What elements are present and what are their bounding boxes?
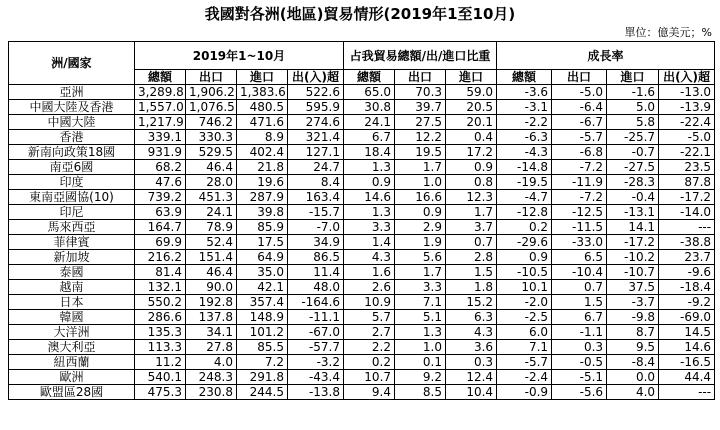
row-value-cell: -43.4: [288, 370, 344, 385]
row-value-cell: -57.7: [288, 340, 344, 355]
row-value-cell: 330.3: [186, 130, 237, 145]
row-value-cell: 163.4: [288, 190, 344, 205]
row-value-cell: 3,289.8: [135, 85, 186, 100]
row-value-cell: 9.4: [344, 385, 395, 400]
row-value-cell: 192.8: [186, 295, 237, 310]
row-value-cell: 24.7: [288, 160, 344, 175]
row-value-cell: 6.7: [344, 130, 395, 145]
row-region-name: 新加坡: [9, 250, 135, 265]
row-value-cell: 6.0: [497, 325, 552, 340]
row-value-cell: 37.5: [607, 280, 659, 295]
row-value-cell: 27.8: [186, 340, 237, 355]
row-value-cell: 3.7: [446, 220, 497, 235]
row-value-cell: -10.5: [497, 265, 552, 280]
row-value-cell: 1,217.9: [135, 115, 186, 130]
row-value-cell: 931.9: [135, 145, 186, 160]
row-value-cell: 86.5: [288, 250, 344, 265]
row-value-cell: 132.1: [135, 280, 186, 295]
table-row: [9, 220, 715, 235]
row-value-cell: -6.7: [552, 115, 607, 130]
row-value-cell: 451.3: [186, 190, 237, 205]
row-value-cell: 65.0: [344, 85, 395, 100]
row-value-cell: -0.9: [497, 385, 552, 400]
row-value-cell: 1.3: [395, 325, 446, 340]
row-value-cell: -6.8: [552, 145, 607, 160]
row-value-cell: 137.8: [186, 310, 237, 325]
row-value-cell: 8.9: [237, 130, 288, 145]
row-value-cell: 746.2: [186, 115, 237, 130]
row-value-cell: -5.7: [497, 355, 552, 370]
row-value-cell: -16.5: [659, 355, 715, 370]
row-value-cell: 14.5: [659, 325, 715, 340]
row-value-cell: 7.1: [497, 340, 552, 355]
row-value-cell: 90.0: [186, 280, 237, 295]
row-value-cell: 85.5: [237, 340, 288, 355]
row-value-cell: 17.2: [446, 145, 497, 160]
row-region-name: 印度: [9, 175, 135, 190]
row-value-cell: 12.3: [446, 190, 497, 205]
row-value-cell: -33.0: [552, 235, 607, 250]
row-value-cell: 34.9: [288, 235, 344, 250]
row-value-cell: 3.6: [446, 340, 497, 355]
row-value-cell: 0.2: [497, 220, 552, 235]
row-value-cell: 475.3: [135, 385, 186, 400]
row-value-cell: 78.9: [186, 220, 237, 235]
row-value-cell: -17.2: [659, 190, 715, 205]
row-value-cell: -2.0: [497, 295, 552, 310]
row-value-cell: 23.7: [659, 250, 715, 265]
row-value-cell: 216.2: [135, 250, 186, 265]
row-value-cell: 529.5: [186, 145, 237, 160]
row-value-cell: 81.4: [135, 265, 186, 280]
row-value-cell: 34.1: [186, 325, 237, 340]
row-value-cell: -0.5: [552, 355, 607, 370]
row-value-cell: -10.4: [552, 265, 607, 280]
row-region-name: 歐盟區28國: [9, 385, 135, 400]
row-region-name: 歐洲: [9, 370, 135, 385]
row-value-cell: 1.9: [395, 235, 446, 250]
table-row: [9, 175, 715, 190]
row-value-cell: -7.2: [552, 190, 607, 205]
row-value-cell: 14.6: [344, 190, 395, 205]
row-region-name: 日本: [9, 295, 135, 310]
row-value-cell: -22.4: [659, 115, 715, 130]
row-value-cell: 339.1: [135, 130, 186, 145]
row-value-cell: 12.4: [446, 370, 497, 385]
row-value-cell: 16.6: [395, 190, 446, 205]
header-group-period: 2019年1~10月: [135, 42, 344, 70]
row-value-cell: 0.9: [446, 160, 497, 175]
row-value-cell: 286.6: [135, 310, 186, 325]
row-value-cell: 550.2: [135, 295, 186, 310]
row-value-cell: 1.7: [395, 160, 446, 175]
table-body: [9, 85, 715, 400]
row-value-cell: 0.4: [446, 130, 497, 145]
row-value-cell: 0.1: [395, 355, 446, 370]
row-value-cell: 9.5: [607, 340, 659, 355]
row-value-cell: -12.8: [497, 205, 552, 220]
row-value-cell: 4.3: [446, 325, 497, 340]
row-value-cell: 0.2: [344, 355, 395, 370]
row-value-cell: 4.0: [186, 355, 237, 370]
row-value-cell: 1,557.0: [135, 100, 186, 115]
header-col-growth-total: 總額: [497, 70, 552, 85]
row-value-cell: 1.0: [395, 175, 446, 190]
row-value-cell: -69.0: [659, 310, 715, 325]
row-value-cell: 0.7: [552, 280, 607, 295]
row-value-cell: -14.8: [497, 160, 552, 175]
table-row: [9, 85, 715, 100]
row-value-cell: -11.1: [288, 310, 344, 325]
row-value-cell: 540.1: [135, 370, 186, 385]
row-region-name: 越南: [9, 280, 135, 295]
table-row: [9, 355, 715, 370]
table-title: 我國對各洲(地區)貿易情形(2019年1至10月): [204, 5, 516, 23]
row-value-cell: 52.4: [186, 235, 237, 250]
row-value-cell: 11.4: [288, 265, 344, 280]
row-region-name: 新南向政策18國: [9, 145, 135, 160]
row-value-cell: -9.8: [607, 310, 659, 325]
header-col-total: 總額: [135, 70, 186, 85]
header-col-share-import: 進口: [446, 70, 497, 85]
row-value-cell: 127.1: [288, 145, 344, 160]
row-value-cell: 14.6: [659, 340, 715, 355]
row-value-cell: 35.0: [237, 265, 288, 280]
row-value-cell: 27.5: [395, 115, 446, 130]
row-value-cell: 274.6: [288, 115, 344, 130]
row-value-cell: 10.7: [344, 370, 395, 385]
table-row: [9, 265, 715, 280]
row-value-cell: 1,076.5: [186, 100, 237, 115]
row-value-cell: 0.9: [395, 205, 446, 220]
row-value-cell: 42.1: [237, 280, 288, 295]
header-region: 洲/國家: [9, 42, 135, 85]
row-value-cell: 101.2: [237, 325, 288, 340]
row-value-cell: -67.0: [288, 325, 344, 340]
table-row: [9, 235, 715, 250]
row-region-name: 南亞6國: [9, 160, 135, 175]
row-value-cell: -1.1: [552, 325, 607, 340]
header-col-balance: 出(入)超: [288, 70, 344, 85]
row-value-cell: 1.8: [446, 280, 497, 295]
row-value-cell: 68.2: [135, 160, 186, 175]
row-value-cell: 1.7: [446, 205, 497, 220]
row-value-cell: 10.4: [446, 385, 497, 400]
row-value-cell: -164.6: [288, 295, 344, 310]
row-value-cell: 46.4: [186, 160, 237, 175]
header-col-growth-balance: 出(入)超: [659, 70, 715, 85]
row-value-cell: -4.3: [497, 145, 552, 160]
row-value-cell: 6.5: [552, 250, 607, 265]
row-value-cell: 291.8: [237, 370, 288, 385]
row-value-cell: 164.7: [135, 220, 186, 235]
row-value-cell: 47.6: [135, 175, 186, 190]
header-row-groups: [9, 42, 715, 70]
row-value-cell: 20.5: [446, 100, 497, 115]
row-value-cell: -3.1: [497, 100, 552, 115]
row-value-cell: 1,906.2: [186, 85, 237, 100]
row-value-cell: 48.0: [288, 280, 344, 295]
row-value-cell: -19.5: [497, 175, 552, 190]
row-value-cell: 85.9: [237, 220, 288, 235]
row-region-name: 菲律賓: [9, 235, 135, 250]
row-value-cell: 28.0: [186, 175, 237, 190]
table-row: [9, 385, 715, 400]
table-row: [9, 280, 715, 295]
row-value-cell: 10.1: [497, 280, 552, 295]
row-value-cell: 5.1: [395, 310, 446, 325]
row-value-cell: 44.4: [659, 370, 715, 385]
header-col-import: 進口: [237, 70, 288, 85]
row-value-cell: -2.5: [497, 310, 552, 325]
row-value-cell: -3.7: [607, 295, 659, 310]
row-value-cell: 2.6: [344, 280, 395, 295]
row-value-cell: 135.3: [135, 325, 186, 340]
row-value-cell: 4.0: [607, 385, 659, 400]
row-value-cell: -13.1: [607, 205, 659, 220]
row-value-cell: 0.9: [497, 250, 552, 265]
row-value-cell: -29.6: [497, 235, 552, 250]
row-region-name: 泰國: [9, 265, 135, 280]
row-value-cell: -25.7: [607, 130, 659, 145]
row-value-cell: -12.5: [552, 205, 607, 220]
header-col-share-export: 出口: [395, 70, 446, 85]
row-region-name: 中國大陸: [9, 115, 135, 130]
row-value-cell: 1.4: [344, 235, 395, 250]
row-value-cell: 151.4: [186, 250, 237, 265]
row-value-cell: 10.9: [344, 295, 395, 310]
row-value-cell: 522.6: [288, 85, 344, 100]
row-value-cell: -11.5: [552, 220, 607, 235]
row-value-cell: 70.3: [395, 85, 446, 100]
row-value-cell: -13.0: [659, 85, 715, 100]
row-value-cell: 230.8: [186, 385, 237, 400]
row-value-cell: 21.8: [237, 160, 288, 175]
row-value-cell: 357.4: [237, 295, 288, 310]
row-region-name: 韓國: [9, 310, 135, 325]
row-region-name: 紐西蘭: [9, 355, 135, 370]
row-value-cell: -3.6: [497, 85, 552, 100]
table-row: [9, 100, 715, 115]
row-value-cell: -10.7: [607, 265, 659, 280]
row-value-cell: 6.7: [552, 310, 607, 325]
row-value-cell: -9.6: [659, 265, 715, 280]
row-value-cell: 64.9: [237, 250, 288, 265]
row-value-cell: 0.3: [552, 340, 607, 355]
table-row: [9, 145, 715, 160]
row-value-cell: 2.8: [446, 250, 497, 265]
trade-table: [8, 41, 715, 400]
row-value-cell: 39.7: [395, 100, 446, 115]
row-value-cell: 113.3: [135, 340, 186, 355]
row-region-name: 東南亞國協(10): [9, 190, 135, 205]
row-value-cell: -6.4: [552, 100, 607, 115]
table-row: [9, 130, 715, 145]
row-value-cell: -17.2: [607, 235, 659, 250]
row-value-cell: 5.8: [607, 115, 659, 130]
header-group-share: 占我貿易總額/出/進口比重: [344, 42, 497, 70]
row-value-cell: -5.7: [552, 130, 607, 145]
row-value-cell: -6.3: [497, 130, 552, 145]
row-value-cell: 18.4: [344, 145, 395, 160]
row-value-cell: 30.8: [344, 100, 395, 115]
table-row: [9, 325, 715, 340]
row-value-cell: -7.0: [288, 220, 344, 235]
row-value-cell: 5.7: [344, 310, 395, 325]
row-value-cell: -28.3: [607, 175, 659, 190]
row-value-cell: -1.6: [607, 85, 659, 100]
row-value-cell: -3.2: [288, 355, 344, 370]
row-value-cell: 14.1: [607, 220, 659, 235]
table-row: [9, 295, 715, 310]
row-value-cell: ---: [659, 385, 715, 400]
row-value-cell: 7.2: [237, 355, 288, 370]
row-value-cell: 39.8: [237, 205, 288, 220]
row-value-cell: 0.0: [607, 370, 659, 385]
table-row: [9, 115, 715, 130]
row-value-cell: 2.9: [395, 220, 446, 235]
row-value-cell: 4.3: [344, 250, 395, 265]
row-value-cell: -5.6: [552, 385, 607, 400]
row-value-cell: 8.5: [395, 385, 446, 400]
row-value-cell: -10.2: [607, 250, 659, 265]
row-value-cell: 7.1: [395, 295, 446, 310]
row-value-cell: -15.7: [288, 205, 344, 220]
row-value-cell: 595.9: [288, 100, 344, 115]
row-value-cell: 20.1: [446, 115, 497, 130]
table-row: [9, 250, 715, 265]
row-value-cell: 19.6: [237, 175, 288, 190]
row-value-cell: 17.5: [237, 235, 288, 250]
row-value-cell: 480.5: [237, 100, 288, 115]
row-value-cell: 1.0: [395, 340, 446, 355]
header-col-export: 出口: [186, 70, 237, 85]
row-value-cell: -5.0: [552, 85, 607, 100]
table-row: [9, 190, 715, 205]
row-value-cell: -38.8: [659, 235, 715, 250]
row-value-cell: 8.7: [607, 325, 659, 340]
row-value-cell: -14.0: [659, 205, 715, 220]
row-value-cell: 3.3: [395, 280, 446, 295]
row-value-cell: -2.2: [497, 115, 552, 130]
row-region-name: 亞洲: [9, 85, 135, 100]
row-value-cell: 2.7: [344, 325, 395, 340]
row-value-cell: 1.3: [344, 205, 395, 220]
row-region-name: 馬來西亞: [9, 220, 135, 235]
row-value-cell: -0.4: [607, 190, 659, 205]
row-region-name: 中國大陸及香港: [9, 100, 135, 115]
header-col-growth-export: 出口: [552, 70, 607, 85]
row-value-cell: -8.4: [607, 355, 659, 370]
row-value-cell: 244.5: [237, 385, 288, 400]
row-region-name: 澳大利亞: [9, 340, 135, 355]
row-region-name: 印尼: [9, 205, 135, 220]
unit-note: 單位：億美元；%: [624, 26, 712, 39]
table-row: [9, 160, 715, 175]
row-value-cell: 1.3: [344, 160, 395, 175]
row-value-cell: 5.0: [607, 100, 659, 115]
row-value-cell: 0.9: [344, 175, 395, 190]
header-col-share-total: 總額: [344, 70, 395, 85]
row-value-cell: 69.9: [135, 235, 186, 250]
row-value-cell: 287.9: [237, 190, 288, 205]
row-value-cell: 1,383.6: [237, 85, 288, 100]
row-value-cell: 0.3: [446, 355, 497, 370]
row-value-cell: 1.5: [552, 295, 607, 310]
row-value-cell: -13.8: [288, 385, 344, 400]
row-value-cell: -2.4: [497, 370, 552, 385]
row-value-cell: 1.5: [446, 265, 497, 280]
row-value-cell: 1.6: [344, 265, 395, 280]
row-value-cell: ---: [659, 220, 715, 235]
row-value-cell: 19.5: [395, 145, 446, 160]
row-value-cell: 6.3: [446, 310, 497, 325]
row-value-cell: 11.2: [135, 355, 186, 370]
row-value-cell: 248.3: [186, 370, 237, 385]
row-value-cell: 63.9: [135, 205, 186, 220]
row-value-cell: 24.1: [186, 205, 237, 220]
row-value-cell: -9.2: [659, 295, 715, 310]
row-value-cell: 739.2: [135, 190, 186, 205]
table-row: [9, 340, 715, 355]
row-value-cell: 59.0: [446, 85, 497, 100]
row-value-cell: -7.2: [552, 160, 607, 175]
row-value-cell: -0.7: [607, 145, 659, 160]
row-value-cell: 3.3: [344, 220, 395, 235]
row-value-cell: 24.1: [344, 115, 395, 130]
row-region-name: 大洋洲: [9, 325, 135, 340]
table-row: [9, 205, 715, 220]
table-row: [9, 310, 715, 325]
row-value-cell: 15.2: [446, 295, 497, 310]
row-value-cell: 12.2: [395, 130, 446, 145]
row-value-cell: 8.4: [288, 175, 344, 190]
row-value-cell: 87.8: [659, 175, 715, 190]
row-value-cell: 471.6: [237, 115, 288, 130]
row-value-cell: 1.7: [395, 265, 446, 280]
row-value-cell: -27.5: [607, 160, 659, 175]
header-col-growth-import: 進口: [607, 70, 659, 85]
row-region-name: 香港: [9, 130, 135, 145]
row-value-cell: 0.7: [446, 235, 497, 250]
row-value-cell: -13.9: [659, 100, 715, 115]
row-value-cell: 5.6: [395, 250, 446, 265]
row-value-cell: 9.2: [395, 370, 446, 385]
row-value-cell: 321.4: [288, 130, 344, 145]
row-value-cell: 23.5: [659, 160, 715, 175]
row-value-cell: 0.8: [446, 175, 497, 190]
row-value-cell: -22.1: [659, 145, 715, 160]
row-value-cell: -5.1: [552, 370, 607, 385]
row-value-cell: 402.4: [237, 145, 288, 160]
header-group-growth: 成長率: [497, 42, 715, 70]
row-value-cell: 148.9: [237, 310, 288, 325]
table-row: [9, 370, 715, 385]
row-value-cell: 2.2: [344, 340, 395, 355]
row-value-cell: 46.4: [186, 265, 237, 280]
row-value-cell: -4.7: [497, 190, 552, 205]
row-value-cell: -11.9: [552, 175, 607, 190]
row-value-cell: -5.0: [659, 130, 715, 145]
row-value-cell: -18.4: [659, 280, 715, 295]
